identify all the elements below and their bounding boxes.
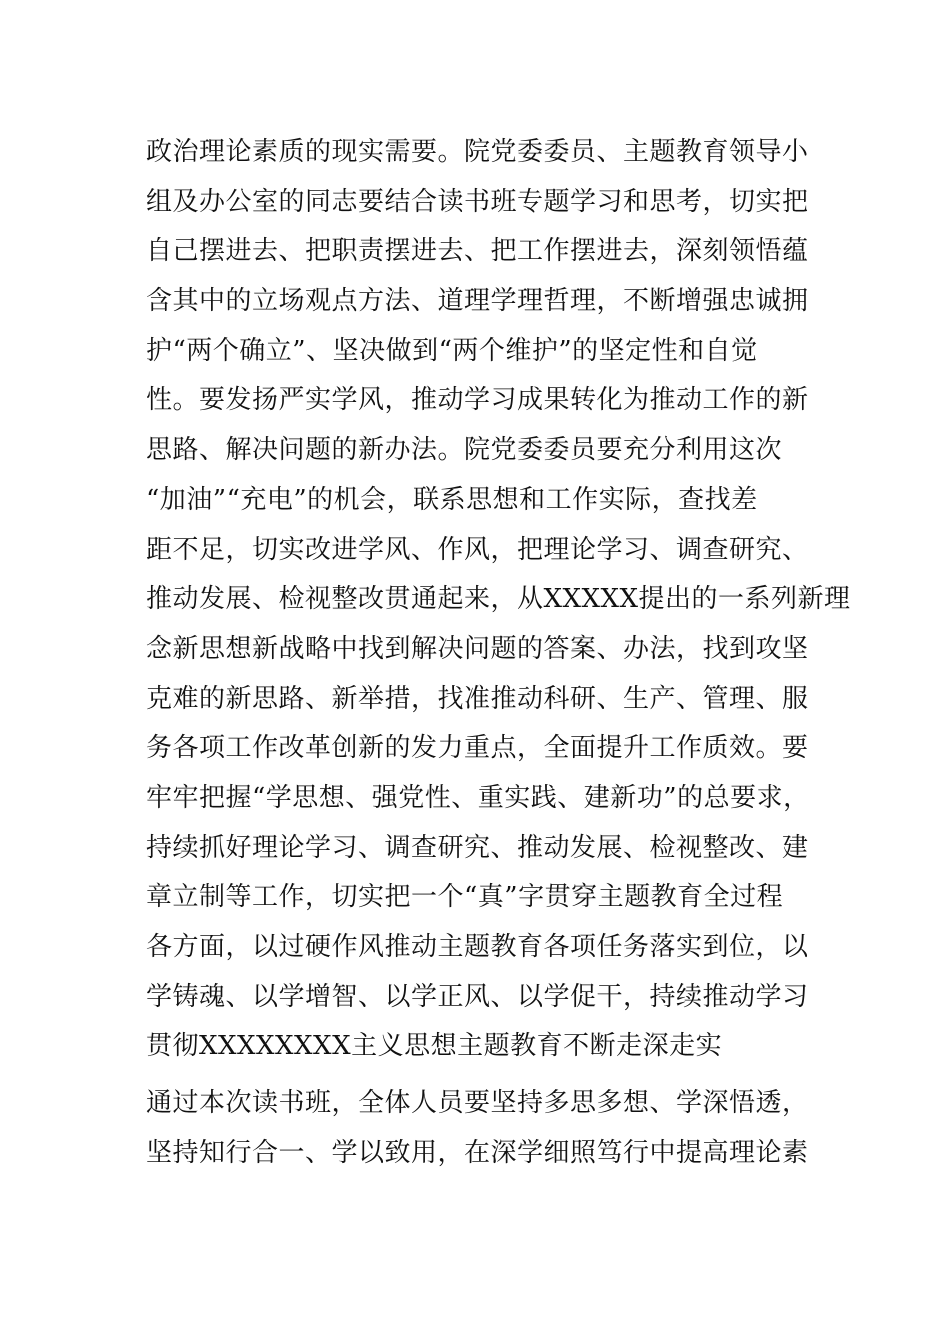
body-text [146, 128, 851, 1178]
text-line: 念新思想新战略中找到解决问题的答案、办法，找到攻坚 [146, 633, 809, 664]
text-line: 学铸魂、以学增智、以学正风、以学促干，持续推动学习 [146, 981, 809, 1012]
text-line: 牢牢把握“学思想、强党性、重实践、建新功”的总要求， [146, 782, 810, 813]
text-line: 务各项工作改革创新的发力重点，全面提升工作质效。要 [146, 733, 809, 764]
text-line: 性。要发扬严实学风，推动学习成果转化为推动工作的新 [146, 385, 809, 416]
text-line: 组及办公室的同志要结合读书班专题学习和思考，切实把 [146, 186, 809, 217]
text-line: 距不足，切实改进学风、作风，把理论学习、调查研究、 [146, 534, 809, 565]
text-line: 通过本次读书班，全体人员要坚持多思多想、学深悟透， [146, 1088, 809, 1119]
text-line: 克难的新思路、新举措，找准推动科研、生产、管理、服 [146, 683, 809, 714]
text-line: 政治理论素质的现实需要。院党委委员、主题教育领导小 [146, 137, 809, 167]
text-line: 自己摆进去、把职责摆进去、把工作摆进去，深刻领悟蕴 [146, 236, 809, 267]
text-line: 章立制等工作，切实把一个“真”字贯穿主题教育全过程 [146, 882, 784, 913]
text-line: 贯彻XXXXXXXX主义思想主题教育不断走深走实 [146, 1031, 723, 1062]
text-line: 坚持知行合一、学以致用，在深学细照笃行中提高理论素 [146, 1137, 809, 1168]
text-line: 推动发展、检视整改贯通起来，从XXXXX提出的一系列新理 [146, 584, 851, 615]
text-line: 各方面，以过硬作风推动主题教育各项任务落实到位，以 [146, 932, 809, 962]
text-line: 含其中的立场观点方法、道理学理哲理，不断增强忠诚拥 [146, 286, 809, 317]
text-line: “加油”“充电”的机会，联系思想和工作实际，查找差 [146, 484, 758, 515]
text-line: 持续抓好理论学习、调查研究、推动发展、检视整改、建 [146, 832, 809, 863]
text-line: 护“两个确立”、坚决做到“两个维护”的坚定性和自觉 [146, 335, 758, 366]
text-line: 思路、解决问题的新办法。院党委委员要充分利用这次 [146, 435, 783, 466]
